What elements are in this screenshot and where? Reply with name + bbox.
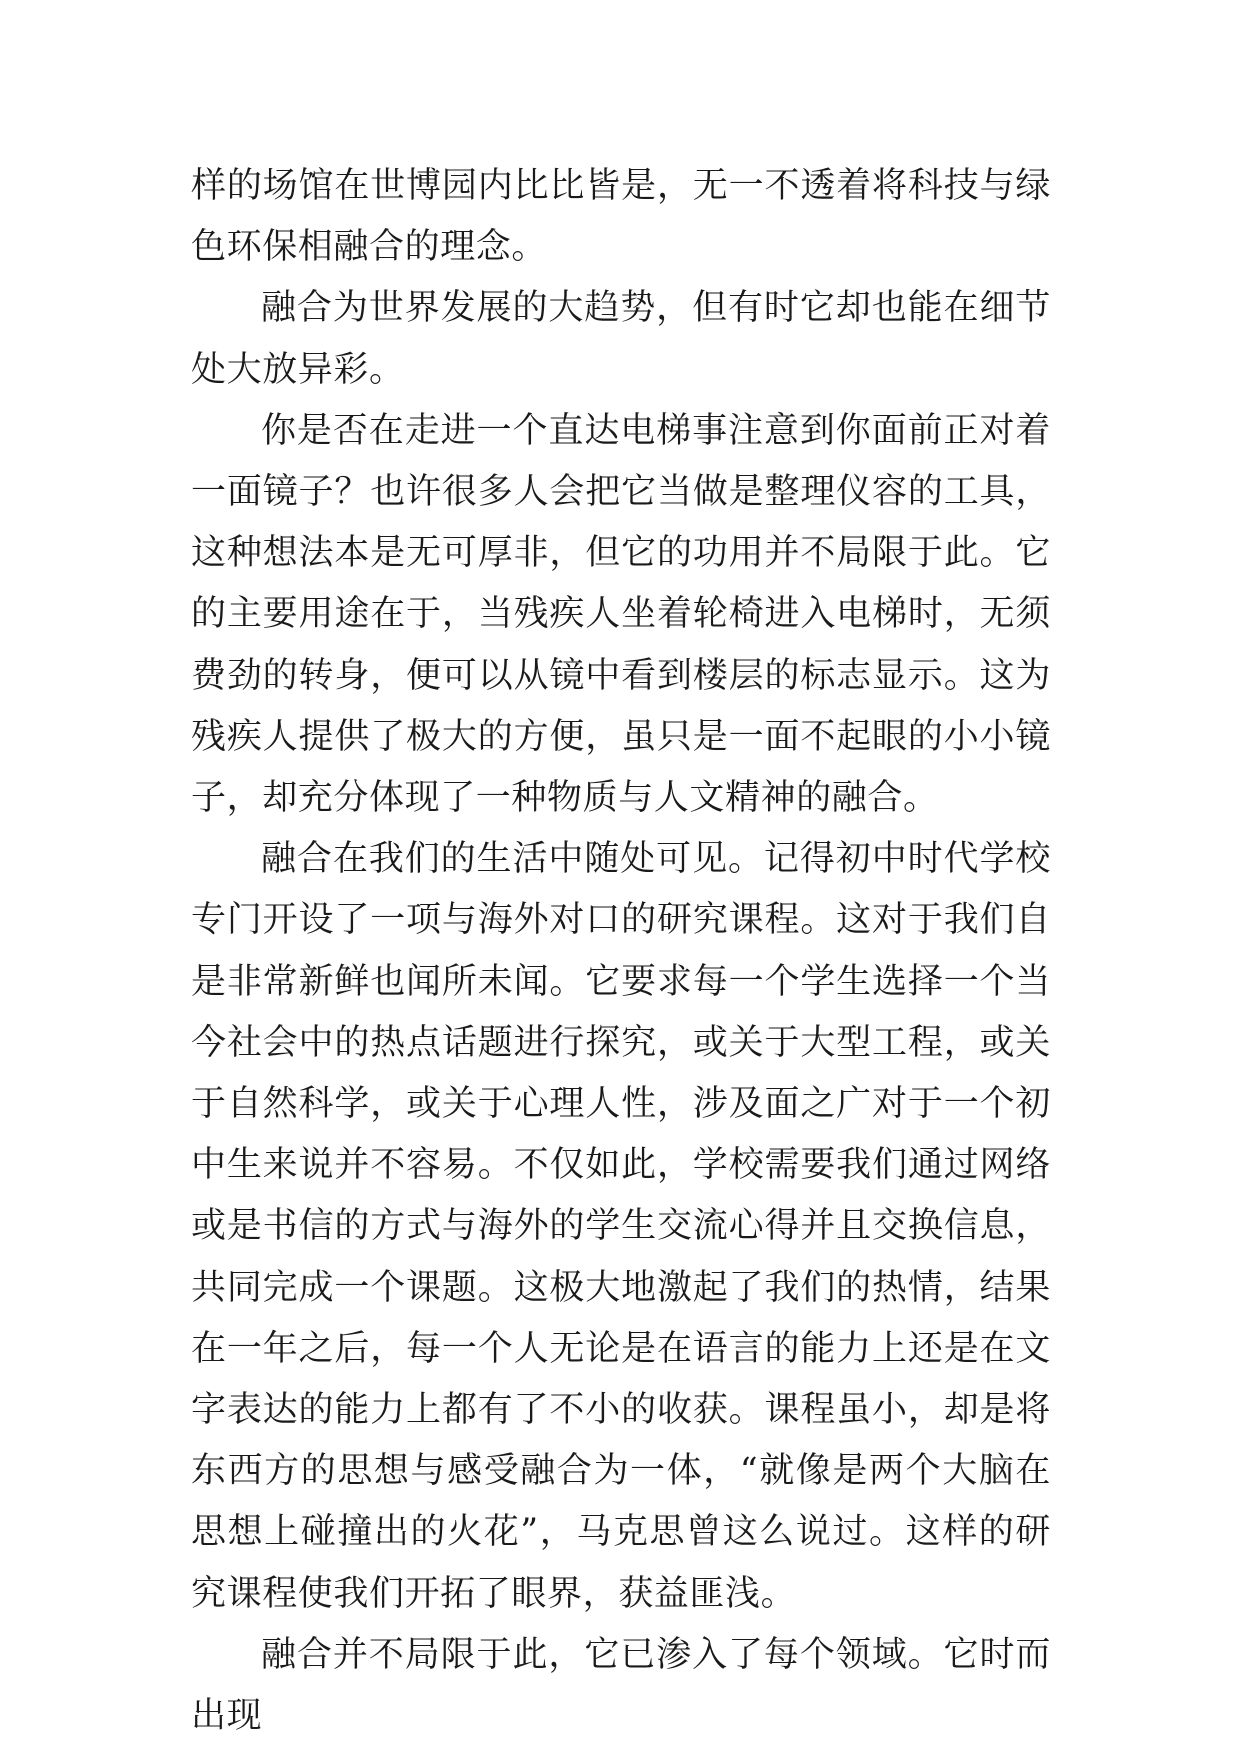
essay-body	[191, 156, 1051, 1747]
paragraph-every-field: 融合并不局限于此，它已渗入了每个领域。它时而出现	[191, 1634, 1051, 1737]
paragraph-elevator-mirror: 你是否在走进一个直达电梯事注意到你面前正对着一面镜子？也许很多人会把它当做是整理仪容的工具，这种想法本是无可厚非，但它的功用并不局限于此。它的主要用途在于，当残疾人坐着轮椅进入电梯时，无须费劲的转身，便可以从镜中看到楼层的标志显示。这为残疾人提供了极大的方便，虽只是一面不起眼的小小镜子，却充分体现了一种物质与人文精神的融合。	[191, 410, 1051, 819]
paragraph-research-course: 融合在我们的生活中随处可见。记得初中时代学校专门开设了一项与海外对口的研究课程。这对于我们自是非常新鲜也闻所未闻。它要求每一个学生选择一个当今社会中的热点话题进行探究，或关于大型工程，或关于自然科学，或关于心理人性，涉及面之广对于一个初中生来说并不容易。不仅如此，学校需要我们通过网络或是书信的方式与海外的学生交流心得并且交换信息，共同完成一个课题。这极大地激起了我们的热情，结果在一年之后，每一个人无论是在语言的能力上还是在文字表达的能力上都有了不小的收获。课程虽小，却是将东西方的思想与感受融合为一体，“就像是两个大脑在思想上碰撞出的火花”，马克思曾这么说过。这样的研究课程使我们开拓了眼界，获益匪浅。	[191, 839, 1051, 1614]
paragraph-fusion-trend: 融合为世界发展的大趋势，但有时它却也能在细节处大放异彩。	[191, 288, 1051, 390]
paragraph-continuation: 样的场馆在世博园内比比皆是，无一不透着将科技与绿色环保相融合的理念。	[191, 166, 1051, 268]
